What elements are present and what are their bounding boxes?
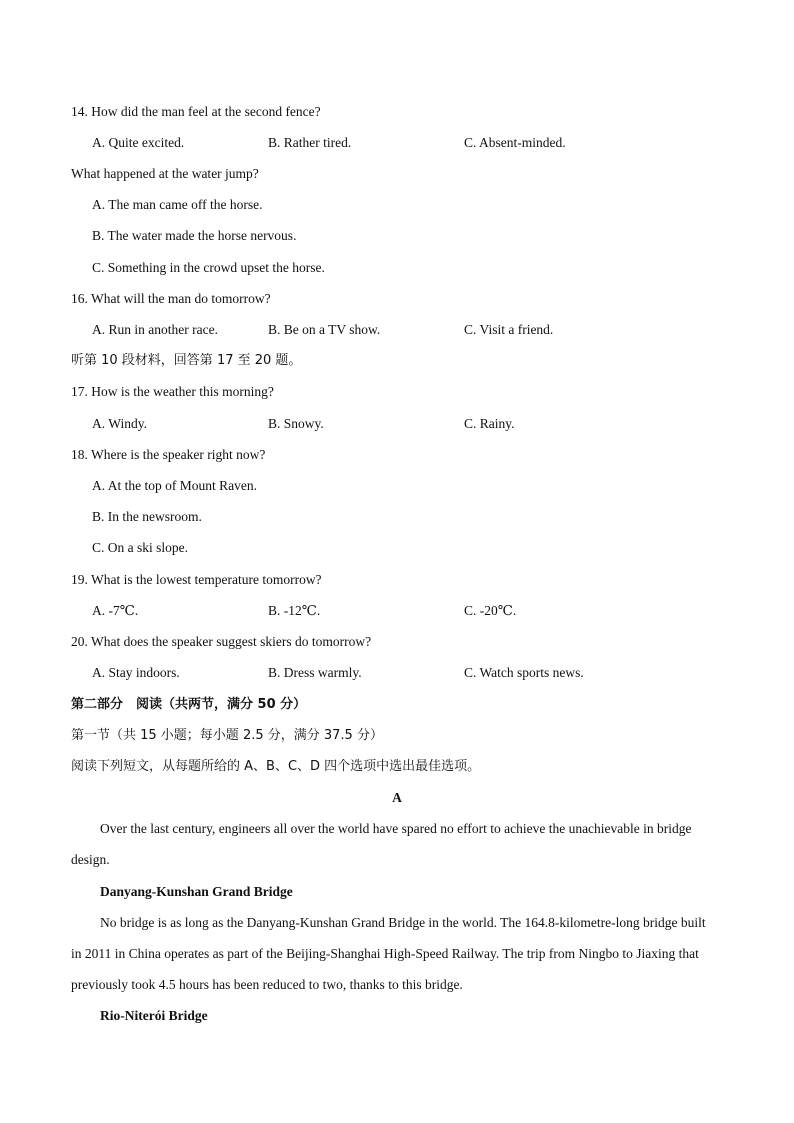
question-14-option-b: B. Rather tired. — [268, 135, 352, 150]
danyang-paragraph-line-3: previously took 4.5 hours has been reduced to two, thanks to this bridge. — [71, 977, 463, 992]
question-17-option-c: C. Rainy. — [464, 416, 515, 431]
passage-intro-line-1: Over the last century, engineers all over the world have spared no effort to achieve the unachievable in bridge — [100, 821, 692, 836]
question-19-option-b: B. -12℃. — [268, 603, 321, 618]
question-16-option-b: B. Be on a TV show. — [268, 322, 381, 337]
section-one-title: 第一节（共 15 小题；每小题 2.5 分，满分 37.5 分） — [71, 728, 383, 743]
bridge-heading-danyang: Danyang-Kunshan Grand Bridge — [100, 884, 293, 899]
reading-directions: 阅读下列短文，从每题所给的 A、B、C、D 四个选项中选出最佳选项。 — [71, 759, 481, 774]
question-20-stem: 20. What does the speaker suggest skiers do tomorrow? — [71, 634, 372, 649]
question-15-option-b: B. The water made the horse nervous. — [92, 228, 297, 243]
question-14-stem: 14. How did the man feel at the second fence? — [71, 104, 321, 119]
question-18-option-a: A. At the top of Mount Raven. — [92, 478, 257, 493]
question-16-option-c: C. Visit a friend. — [464, 322, 554, 337]
listening-instruction: 听第 10 段材料，回答第 17 至 20 题。 — [71, 353, 302, 368]
part-two-title: 第二部分 阅读（共两节，满分 50 分） — [71, 697, 307, 712]
question-17-option-b: B. Snowy. — [268, 416, 324, 431]
passage-letter: A — [392, 790, 402, 805]
question-14-option-c: C. Absent-minded. — [464, 135, 566, 150]
passage-intro-line-2: design. — [71, 852, 110, 867]
question-15-option-a: A. The man came off the horse. — [92, 197, 263, 212]
question-17-stem: 17. How is the weather this morning? — [71, 384, 274, 399]
question-19-option-a: A. -7℃. — [92, 603, 139, 618]
question-18-option-c: C. On a ski slope. — [92, 540, 188, 555]
danyang-paragraph-line-2: in 2011 in China operates as part of the Beijing-Shanghai High-Speed Railway. The trip from Ningbo to Jiaxing that — [71, 946, 699, 961]
question-14-option-a: A. Quite excited. — [92, 135, 185, 150]
question-20-option-b: B. Dress warmly. — [268, 665, 362, 680]
question-18-stem: 18. Where is the speaker right now? — [71, 447, 266, 462]
danyang-paragraph-line-1: No bridge is as long as the Danyang-Kunshan Grand Bridge in the world. The 164.8-kilometre-long bridge built — [100, 915, 706, 930]
question-17-option-a: A. Windy. — [92, 416, 147, 431]
bridge-heading-rio-niteroi: Rio-Niterói Bridge — [100, 1008, 208, 1023]
question-15-option-c: C. Something in the crowd upset the horse. — [92, 260, 325, 275]
question-18-option-b: B. In the newsroom. — [92, 509, 202, 524]
question-19-option-c: C. -20℃. — [464, 603, 517, 618]
question-16-stem: 16. What will the man do tomorrow? — [71, 291, 271, 306]
question-19-stem: 19. What is the lowest temperature tomorrow? — [71, 572, 322, 587]
question-20-option-c: C. Watch sports news. — [464, 665, 584, 680]
question-16-option-a: A. Run in another race. — [92, 322, 218, 337]
question-20-option-a: A. Stay indoors. — [92, 665, 180, 680]
question-15-stem: What happened at the water jump? — [71, 166, 259, 181]
